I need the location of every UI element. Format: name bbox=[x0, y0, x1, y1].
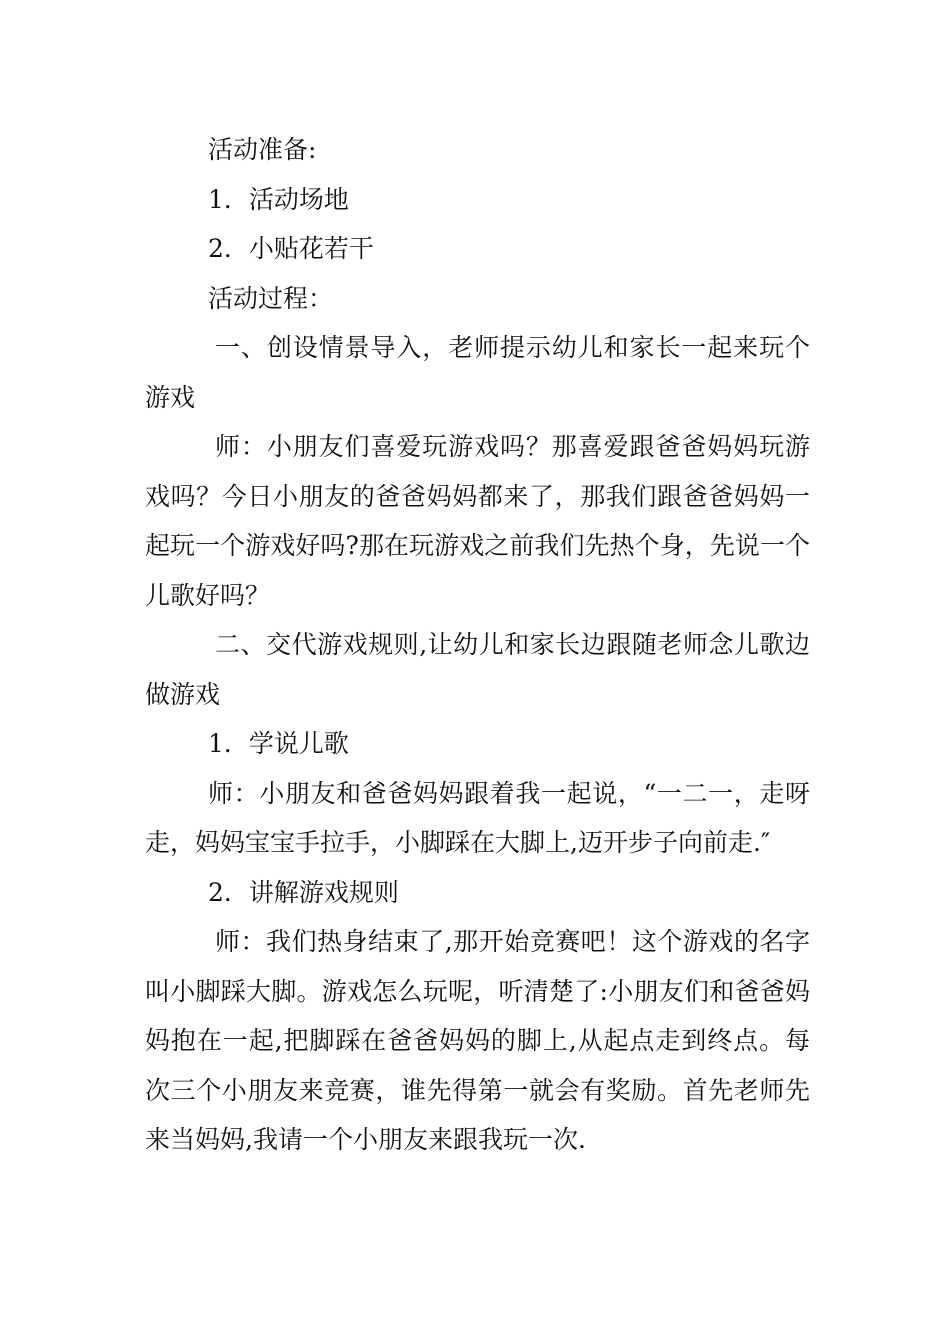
paragraph-teacher-rhyme-dialogue: 师：小朋友和爸爸妈妈跟着我一起说，“一二一，走呀走，妈妈宝宝手拉手，小脚踩在大脚上,迈开步子向前走.″ bbox=[145, 778, 810, 857]
paragraph-learn-rhyme: 1．学说儿歌 bbox=[208, 729, 349, 758]
document-body bbox=[145, 125, 810, 1165]
paragraph-step-two: 二、交代游戏规则,让幼儿和家长边跟随老师念儿歌边做游戏 bbox=[145, 630, 810, 709]
paragraph-explain-rules: 2．讲解游戏规则 bbox=[208, 877, 399, 907]
paragraph-activity-preparation-heading: 活动准备: bbox=[208, 135, 317, 164]
paragraph-step-one: 一、创设情景导入，老师提示幼儿和家长一起来玩个游戏 bbox=[145, 333, 810, 412]
paragraph-teacher-intro-dialogue: 师：小朋友们喜爱玩游戏吗？那喜爱跟爸爸妈妈玩游戏吗？今日小朋友的爸爸妈妈都来了，那我们跟爸爸妈妈一起玩一个游戏好吗?那在玩游戏之前我们先热个身，先说一个儿歌好吗？ bbox=[145, 432, 810, 610]
paragraph-preparation-item-1: 1．活动场地 bbox=[208, 184, 349, 214]
paragraph-preparation-item-2: 2．小贴花若干 bbox=[208, 234, 374, 263]
paragraph-teacher-rules-dialogue: 师：我们热身结束了,那开始竞赛吧！这个游戏的名字叫小脚踩大脚。游戏怎么玩呢，听清楚了:小朋友们和爸爸妈妈抱在一起,把脚踩在爸爸妈妈的脚上,从起点走到终点。每次三个小朋友来竞赛，谁先得第一就会有奖励。首先老师先来当妈妈,我请一个小朋友来跟我玩一次. bbox=[145, 927, 810, 1154]
paragraph-activity-process-heading: 活动过程： bbox=[208, 283, 334, 313]
